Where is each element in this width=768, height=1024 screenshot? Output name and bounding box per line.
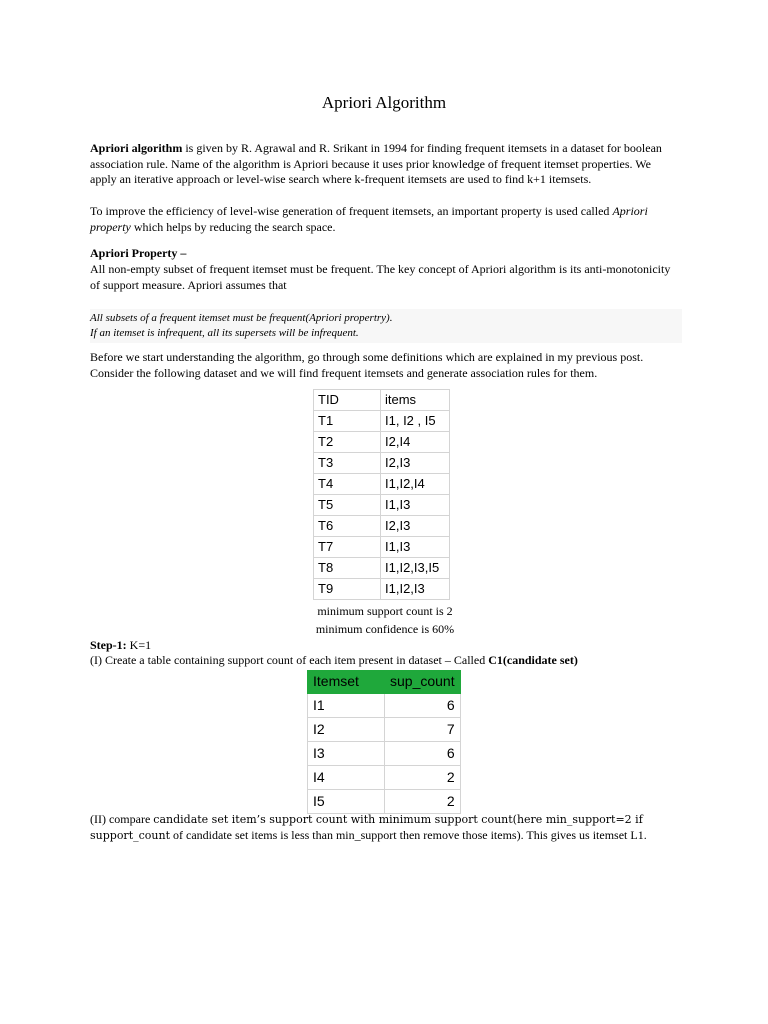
dataset-cell-tid: T7 [314,537,381,558]
dataset-cell-tid: T6 [314,516,381,537]
candidate-header-count: sup_count [385,671,461,694]
dataset-cell-tid: T1 [314,411,381,432]
improve-text-before: To improve the efficiency of level-wise generation of frequent itemsets, an important property is used called [90,204,613,218]
candidate-cell-count: 6 [385,694,461,718]
min-confidence-text: minimum confidence is 60% [315,622,455,636]
step1-label: Step-1: [90,638,127,652]
candidate-header-itemset: Itemset [308,671,385,694]
dataset-cell-items: I1,I3 [381,495,450,516]
table-row [308,718,461,742]
dataset-cell-items: I1, I2 , I5 [381,411,450,432]
candidate-header-row [308,671,461,694]
dataset-cell-tid: T5 [314,495,381,516]
improve-text-after: which helps by reducing the search space. [130,219,336,234]
table-row [314,516,450,537]
quote-line-1: All subsets of a frequent itemset must be frequent(Apriori propertry). [90,312,393,324]
compare-prefix: (II) compare [90,812,154,826]
step1-description [90,653,680,669]
dataset-cell-items: I1,I2,I3 [381,579,450,600]
dataset-cell-tid: T3 [314,453,381,474]
compare-paragraph [90,812,680,843]
dataset-cell-items: I2,I4 [381,432,450,453]
dataset-cell-tid: T9 [314,579,381,600]
property-quote [90,309,682,343]
table-row [314,432,450,453]
step1-k: K=1 [126,638,152,652]
property-heading: Apriori Property – [90,246,187,260]
table-row [308,790,461,814]
dataset-cell-tid: T8 [314,558,381,579]
intro-paragraph [90,141,680,188]
dataset-cell-items: I1,I2,I3,I5 [381,558,450,579]
intro-text: is given by R. Agrawal and R. Srikant in 1994 for finding frequent itemsets in a dataset for boolean association rule. Name of the algorithm is Apriori because it uses prior knowledge of frequent itemset properties. We apply an iterative approach or level-wise search where k-frequent itemsets are used to find k+1 itemsets. [90,141,662,186]
dataset-cell-tid: T2 [314,432,381,453]
dataset-cell-items: I1,I2,I4 [381,474,450,495]
table-row [314,453,450,474]
step1-heading [90,638,680,654]
improve-paragraph [90,204,680,235]
dataset-cell-items: I2,I3 [381,453,450,474]
candidate-cell-itemset: I4 [308,766,385,790]
candidate-cell-count: 7 [385,718,461,742]
compare-rest: of candidate set items is less than min_support then remove those items). This gives us itemset L1. [170,827,647,842]
table-row [314,474,450,495]
candidate-cell-itemset: I5 [308,790,385,814]
table-row [308,694,461,718]
candidate-cell-itemset: I3 [308,742,385,766]
candidate-table [307,670,461,814]
table-row [314,537,450,558]
improve-term: Apriori property [90,204,648,234]
quote-line-2: If an itemset is infrequent, all its supersets will be infrequent. [90,327,359,339]
intro-term: Apriori algorithm [90,141,183,155]
table-row [314,579,450,600]
dataset-cell-items: I2,I3 [381,516,450,537]
table-row [308,742,461,766]
table-row [314,411,450,432]
candidate-cell-count: 2 [385,790,461,814]
compare-mono: candidate set item’s support count with minimum support count(here min_support=2 if support_count [90,813,643,842]
dataset-cell-items: I1,I3 [381,537,450,558]
dataset-cell-tid: T4 [314,474,381,495]
step1-desc-text: (I) Create a table containing support count of each item present in dataset – Called [90,653,489,667]
property-paragraph: All non-empty subset of frequent itemset must be frequent. The key concept of Apriori algorithm is its anti-monotonicity of support measure. Apriori assumes that [90,262,671,292]
table-row [308,766,461,790]
dataset-table [313,389,450,600]
candidate-cell-count: 2 [385,766,461,790]
before-paragraph: Before we start understanding the algorithm, go through some definitions which are explained in my previous post. Consider the following dataset and we will find frequent itemsets and generate association rules for them. [90,350,644,380]
candidate-cell-itemset: I1 [308,694,385,718]
dataset-header-row [314,390,450,411]
table-row [314,495,450,516]
candidate-cell-count: 6 [385,742,461,766]
page-title: Apriori Algorithm [321,93,447,112]
table-row [314,558,450,579]
dataset-header-tid: TID [314,390,381,411]
step1-desc-term: C1(candidate set) [488,653,578,667]
min-support-text: minimum support count is 2 [317,604,453,618]
candidate-cell-itemset: I2 [308,718,385,742]
dataset-header-items: items [381,390,450,411]
